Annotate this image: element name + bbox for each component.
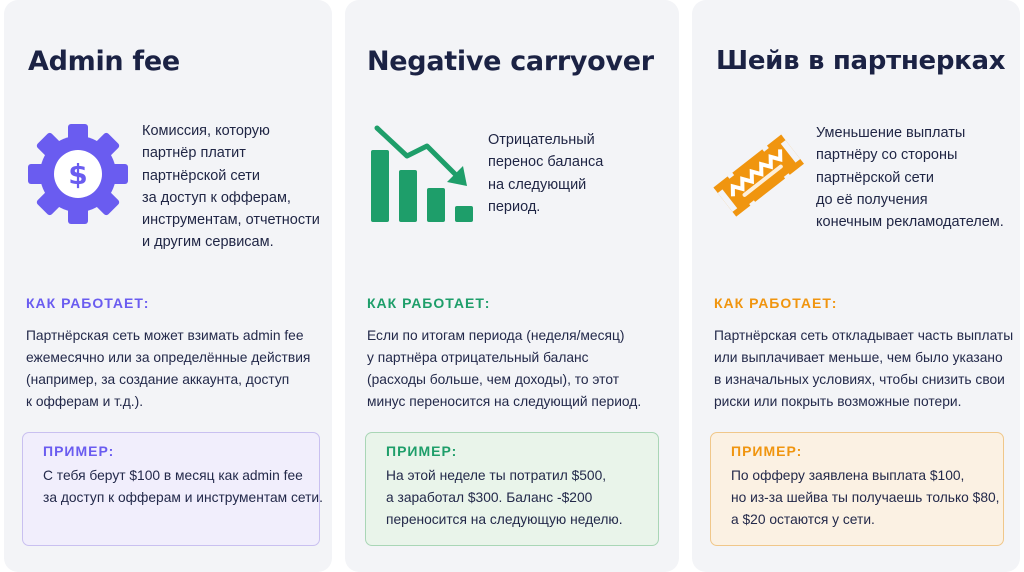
razor-blade-icon [704, 124, 814, 228]
example-box [22, 432, 323, 546]
card-description: Комиссия, которую партнёр платит партнёрской сети за доступ к офферам, инструментам, отчетности и другим сервисам. [142, 123, 320, 251]
card-description: Уменьшение выплаты партнёру со стороны партнёрской сети до её получения конечным рекламодателем. [816, 125, 1004, 231]
how-it-works-label: КАК РАБОТАЕТ: [26, 295, 150, 311]
card-shave [692, 0, 1020, 572]
svg-text:$: $ [68, 158, 88, 191]
declining-bar-chart-icon [363, 122, 481, 226]
example-label: ПРИМЕР: [731, 443, 803, 459]
how-it-works-text: Партнёрская сеть откладывает часть выплаты или выплачивает меньше, чем было указано в изначальных условиях, чтобы снизить свои риски или покрыть возможные потери. [714, 328, 1014, 409]
card-admin-fee [4, 0, 332, 572]
example-box [365, 432, 659, 546]
how-it-works-text: Партнёрская сеть может взимать admin fee ежемесячно или за определённые действия (например, за создание аккаунта, доступ к офферам и т.д.). [26, 328, 311, 409]
how-it-works-text: Если по итогам периода (неделя/месяц) у партнёра отрицательный баланс (расходы больше, чем доходы), то этот минус переносится на следующий период. [367, 328, 642, 409]
card-description: Отрицательный перенос баланса на следующий период. [488, 132, 604, 215]
gear-dollar-icon [24, 120, 132, 228]
example-box [710, 432, 1004, 546]
example-text: По офферу заявлена выплата $100, но из-за шейва ты получаешь только $80, а $20 остаются у сети. [731, 468, 1000, 527]
example-label: ПРИМЕР: [43, 443, 115, 459]
example-text: На этой неделе ты потратил $500, а заработал $300. Баланс -$200 переносится на следующую неделю. [386, 468, 623, 527]
card-title: Negative carryover [367, 46, 654, 77]
card-negative-carryover [345, 0, 679, 572]
example-label: ПРИМЕР: [386, 443, 458, 459]
card-title: Admin fee [28, 46, 180, 77]
how-it-works-label: КАК РАБОТАЕТ: [367, 295, 491, 311]
how-it-works-label: КАК РАБОТАЕТ: [714, 295, 838, 311]
card-title: Шейв в партнерках [716, 46, 1006, 76]
example-text: С тебя берут $100 в месяц как admin fee за доступ к офферам и инструментам сети. [43, 468, 323, 505]
